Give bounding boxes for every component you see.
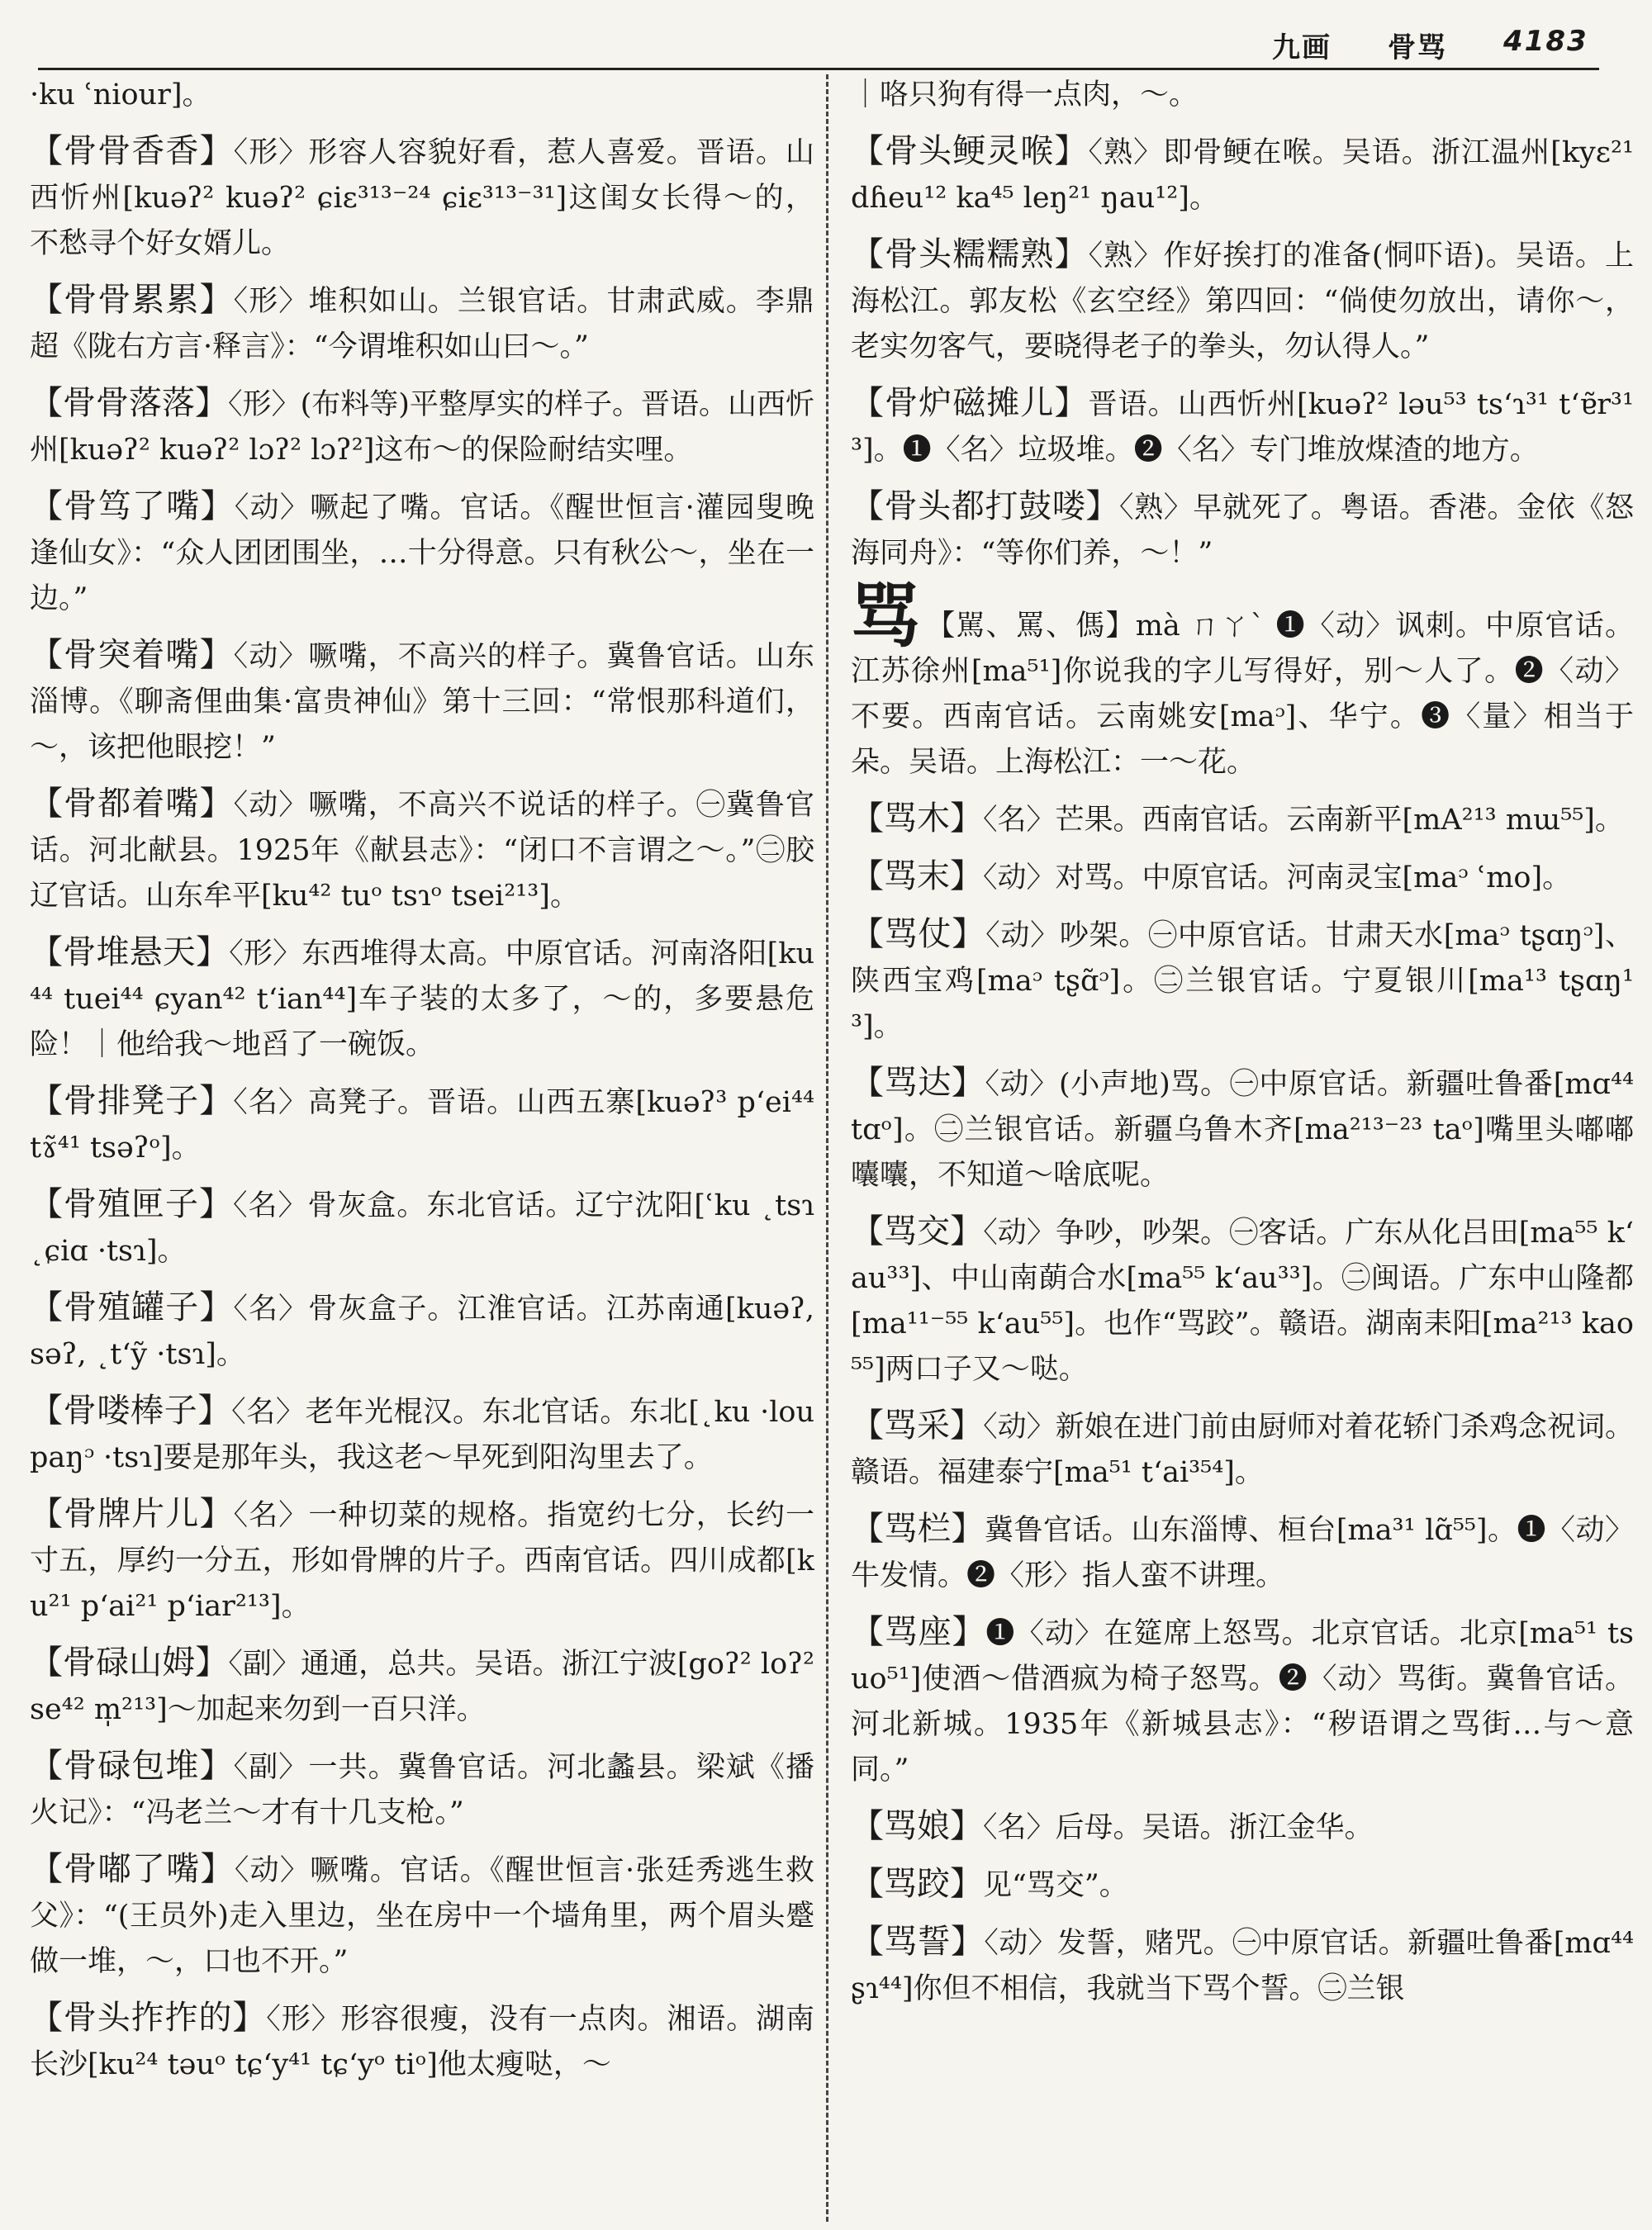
entry-definition: 〈动〉争吵，吵架。㊀客话。广东从化吕田[ma⁵⁵ kʻau³³]、中山南蓢合水[ma⁵⁵ kʻau³³]。㊁闽语。广东中山隆都[ma¹¹⁻⁵⁵ kʻau⁵⁵]。也作“骂跤”。赣语。湖南耒阳[ma²¹³ kao⁵⁵]两口子又～哒。	[851, 1217, 1634, 1386]
dictionary-entry	[30, 633, 814, 771]
dictionary-entry	[851, 796, 1634, 843]
header-rule	[38, 68, 1599, 70]
entry-headword: 【骂栏】	[851, 1510, 985, 1548]
dictionary-entry	[30, 1847, 814, 1985]
entry-headword: 【骨都着嘴】	[30, 785, 234, 823]
dictionary-entry	[30, 1492, 814, 1630]
entry-headword: 【骂木】	[851, 799, 983, 837]
dictionary-entry	[30, 781, 814, 919]
entry-definition: 晋语。山西忻州[kuəʔ² ləu⁵³ tsʻɿ³¹ tʻɐ̃r³¹³]。❶〈名〉垃圾堆。❷〈名〉专门堆放煤渣的地方。	[851, 388, 1634, 467]
dictionary-entry	[851, 73, 1634, 118]
entry-definition: 〈名〉后母。吴语。浙江金华。	[983, 1811, 1374, 1844]
entry-headword: 【骂仗】	[851, 915, 986, 953]
dictionary-entry	[851, 1804, 1634, 1851]
entry-headword: 【骂娘】	[851, 1807, 983, 1845]
entry-headword: 【骨喽棒子】	[30, 1392, 232, 1430]
entry-headword: 【骨笃了嘴】	[30, 487, 235, 525]
column-divider	[826, 74, 828, 2222]
entry-definition: 〈熟〉早就死了。粤语。香港。金依《怒海同舟》：“等你们养，～！”	[851, 491, 1634, 570]
entry-definition: 〈熟〉即骨鲠在喉。吴语。浙江温州[kyɛ²¹ dɦeu¹² ka⁴⁵ leŋ²¹ ŋau¹²]。	[851, 136, 1634, 215]
entry-headword: 【骨牌片儿】	[30, 1495, 234, 1533]
entry-headword: 【骨头拃拃的】	[30, 1999, 267, 2037]
entry-headword: 【骨堆悬天】	[30, 933, 230, 971]
dictionary-entry	[851, 1209, 1634, 1393]
left-column	[30, 73, 814, 2220]
entry-headword: 【骨殖匣子】	[30, 1185, 233, 1223]
entry-headword: 【骨嘟了嘴】	[30, 1850, 235, 1888]
entry-headword: 【骂交】	[851, 1212, 984, 1250]
entry-definition: 〈动〉(小声地)骂。㊀中原官话。新疆吐鲁番[mɑ⁴⁴ tɑᵒ]。㊁兰银官话。新疆乌鲁木齐[ma²¹³⁻²³ taᵒ]嘴里头嘟嘟囔囔，不知道～啥底呢。	[851, 1068, 1634, 1192]
dictionary-entry	[30, 1388, 814, 1481]
dictionary-entry	[851, 484, 1634, 576]
dictionary-entry	[30, 1995, 814, 2088]
dictionary-entry	[30, 1285, 814, 1378]
dictionary-entry	[851, 1506, 1634, 1599]
dictionary-entry	[851, 1403, 1634, 1496]
page-number: 4183	[1503, 25, 1588, 58]
dictionary-entry	[30, 278, 814, 370]
entry-headword: 【骨突着嘴】	[30, 636, 234, 674]
entry-definition: 〈副〉通通，总共。吴语。浙江宁波[goʔ² loʔ² se⁴² m̩²¹³]～加起来勿到一百只洋。	[30, 1648, 814, 1726]
entry-definition: 〈名〉芒果。西南官话。云南新平[mA²¹³ mɯ⁵⁵]。	[983, 804, 1624, 837]
entry-definition: ❶〈动〉在筵席上怒骂。北京官话。北京[ma⁵¹ tsuo⁵¹]使酒～借酒疯为椅子怒骂。❷〈动〉骂街。冀鲁官话。河北新城。1935年《新城县志》：“秽语谓之骂街…与～意同。”	[851, 1617, 1634, 1786]
dictionary-entry	[851, 129, 1634, 221]
entry-definition: 〈动〉新娘在进门前由厨师对着花轿门杀鸡念祝词。赣语。福建泰宁[ma⁵¹ tʻai³⁵⁴]。	[851, 1411, 1634, 1489]
entry-headword: 【骂座】	[851, 1613, 986, 1651]
entry-definition: 〈动〉发誓，赌咒。㊀中原官话。新疆吐鲁番[mɑ⁴⁴ ʂɿ⁴⁴]你但不相信，我就当下骂个誓。㊁兰银	[851, 1927, 1634, 2005]
entry-headword: 【骂末】	[851, 857, 983, 895]
entry-definition: 〈名〉老年光棍汉。东北官话。东北[˛ku ·lou paŋᵓ ·tsɿ]要是那年头，我这老～早死到阳沟里去了。	[30, 1396, 814, 1474]
dictionary-entry	[851, 854, 1634, 901]
entry-definition: 见“骂交”。	[983, 1869, 1128, 1902]
entry-definition: 冀鲁官话。山东淄博、桓台[ma³¹ lɑ̃⁵⁵]。❶〈动〉牛发情。❷〈形〉指人蛮不讲理。	[851, 1514, 1634, 1592]
entry-headword: 【骨骨累累】	[30, 281, 234, 319]
dictionary-entry	[30, 1744, 814, 1836]
entry-definition: 〈动〉对骂。中原官话。河南灵宝[maᵓ ʿmo]。	[983, 861, 1572, 894]
entry-headword: 【骨殖罐子】	[30, 1288, 234, 1326]
entry-headword: 【骂跤】	[851, 1865, 983, 1903]
entry-headword: 【骨骨落落】	[30, 384, 229, 422]
entry-definition: 〈熟〉作好挨打的准备(恫吓语)。吴语。上海松江。郭友松《玄空经》第四回：“倘使勿放出，请你～，老实勿客气，要晓得老子的拳头，勿认得人。”	[851, 240, 1634, 363]
dictionary-entry	[851, 381, 1634, 473]
entry-headword: 【骨头糯糯熟】	[851, 235, 1089, 273]
entry-definition: 〈名〉骨灰盒子。江淮官话。江苏南通[kuəʔ, səʔ, ˛tʻỹ ·tsɿ]。	[30, 1293, 814, 1371]
entry-definition: 〈形〉形容很瘦，没有一点肉。湘语。湖南长沙[ku²⁴ təuᵒ tɕʻy⁴¹ tɕʻyᵒ tiᵒ]他太瘦哒，～	[30, 2003, 814, 2081]
entry-definition: 〈形〉形容人容貌好看，惹人喜爱。晋语。山西忻州[kuəʔ² kuəʔ² ɕiɛ³¹³⁻²⁴ ɕiɛ³¹³⁻³¹]这闺女长得～的，不愁寻个好女婿儿。	[30, 136, 814, 260]
entry-definition: ｜咯只狗有得一点肉，～。	[851, 78, 1199, 112]
dictionary-entry	[30, 129, 814, 267]
entry-definition: 〈动〉噘嘴，不高兴不说话的样子。㊀冀鲁官话。河北献县。1925年《献县志》：“闭口不言谓之～。”㊁胶辽官话。山东牟平[ku⁴² tuᵒ tsɿᵒ tsei²¹³]。	[30, 789, 814, 913]
entry-definition: 【駡、罵、傌】mà ㄇㄚˋ ❶〈动〉讽刺。中原官话。江苏徐州[ma⁵¹]你说我的字儿写得好，别～人了。❷〈动〉不要。西南官话。云南姚安[maᵓ]、华宁。❸〈量〉相当于朵。吴语。上海松江：一～花。	[851, 610, 1634, 779]
dictionary-entry	[851, 1919, 1634, 2012]
entry-definition: 〈名〉骨灰盒。东北官话。辽宁沈阳[ʿku ˛tsɿ ˛ɕiɑ ·tsɿ]。	[30, 1189, 814, 1268]
page-header	[33, 18, 1619, 64]
dictionary-entry	[851, 912, 1634, 1050]
entry-headword: 【骨头鲠灵喉】	[851, 132, 1089, 170]
entry-headword: 【骨碌包堆】	[30, 1747, 234, 1785]
entry-headword: 【骨头都打鼓喽】	[851, 487, 1119, 525]
entry-headword: 【骂采】	[851, 1407, 984, 1445]
entry-headword: 【骂达】	[851, 1064, 985, 1102]
dictionary-entry	[30, 381, 814, 473]
dictionary-entry	[30, 73, 814, 118]
entry-definition: 〈动〉噘起了嘴。官话。《醒世恒言·灌园叟晚逢仙女》：“众人团团围坐，…十分得意。只有秋公～，坐在一边。”	[30, 491, 814, 615]
dictionary-entry	[30, 1182, 814, 1274]
entry-definition: 〈动〉噘嘴，不高兴的样子。冀鲁官话。山东淄博。《聊斋俚曲集·富贵神仙》第十三回：“常恨那科道们，～，该把他眼挖！”	[30, 640, 814, 764]
dictionary-entry	[851, 1862, 1634, 1909]
dictionary-entry	[30, 1079, 814, 1171]
entry-definition: 〈名〉高凳子。晋语。山西五寨[kuəʔ³ pʻei⁴⁴ tɤ̃⁴¹ tsəʔᵒ]。	[30, 1086, 814, 1165]
entry-definition: 〈形〉堆积如山。兰银官话。甘肃武威。李鼎超《陇右方言·释言》：“今谓堆积如山曰～。”	[30, 285, 814, 363]
dictionary-entry	[851, 576, 1634, 785]
entry-definition: 〈副〉一共。冀鲁官话。河北蠡县。梁斌《播火记》：“冯老兰～才有十几支枪。”	[30, 1751, 814, 1829]
entry-headword: 【骨碌山姆】	[30, 1644, 229, 1682]
entry-headword: 【骨骨香香】	[30, 132, 234, 170]
right-column	[851, 73, 1634, 2220]
dictionary-entry	[851, 1610, 1634, 1793]
dictionary-entry	[30, 484, 814, 622]
entry-definition: 〈动〉吵架。㊀中原官话。甘肃天水[maᵓ tʂɑŋᵓ]、陕西宝鸡[maᵓ tʂɑ̃ᵓ]。㊁兰银官话。宁夏银川[ma¹³ tʂɑŋ¹³]。	[851, 919, 1634, 1043]
dictionary-entry	[30, 1640, 814, 1733]
entry-headword: 【骨排凳子】	[30, 1082, 234, 1120]
entry-definition: 〈形〉(布料等)平整厚实的样子。晋语。山西忻州[kuəʔ² kuəʔ² lɔʔ² lɔʔ²]这布～的保险耐结实哩。	[30, 388, 814, 467]
entry-definition: 〈动〉噘嘴。官话。《醒世恒言·张廷秀逃生救父》：“(王员外)走入里边，坐在房中一个墙角里，两个眉头蹙做一堆，～，口也不开。”	[30, 1854, 814, 1978]
entry-headword: 【骂誓】	[851, 1923, 985, 1961]
entry-headword: 骂	[851, 576, 922, 657]
entry-definition: 〈名〉一种切菜的规格。指宽约七分，长约一寸五，厚约一分五，形如骨牌的片子。西南官话。四川成都[ku²¹ pʻai²¹ pʻiar²¹³]。	[30, 1499, 814, 1623]
dictionary-entry	[30, 930, 814, 1068]
entry-definition: ·ku ʿniour]。	[30, 78, 211, 112]
header-section: 九画	[1272, 31, 1332, 64]
entry-headword: 【骨炉磁摊儿】	[851, 384, 1089, 422]
dictionary-entry	[851, 1060, 1634, 1198]
header-entries: 骨骂	[1388, 31, 1447, 64]
dictionary-entry	[851, 232, 1634, 370]
entry-definition: 〈形〉东西堆得太高。中原官话。河南洛阳[ku⁴⁴ tuei⁴⁴ ɕyan⁴² tʻian⁴⁴]车子装的太多了，～的，多要悬危险！｜他给我～地舀了一碗饭。	[30, 937, 814, 1061]
